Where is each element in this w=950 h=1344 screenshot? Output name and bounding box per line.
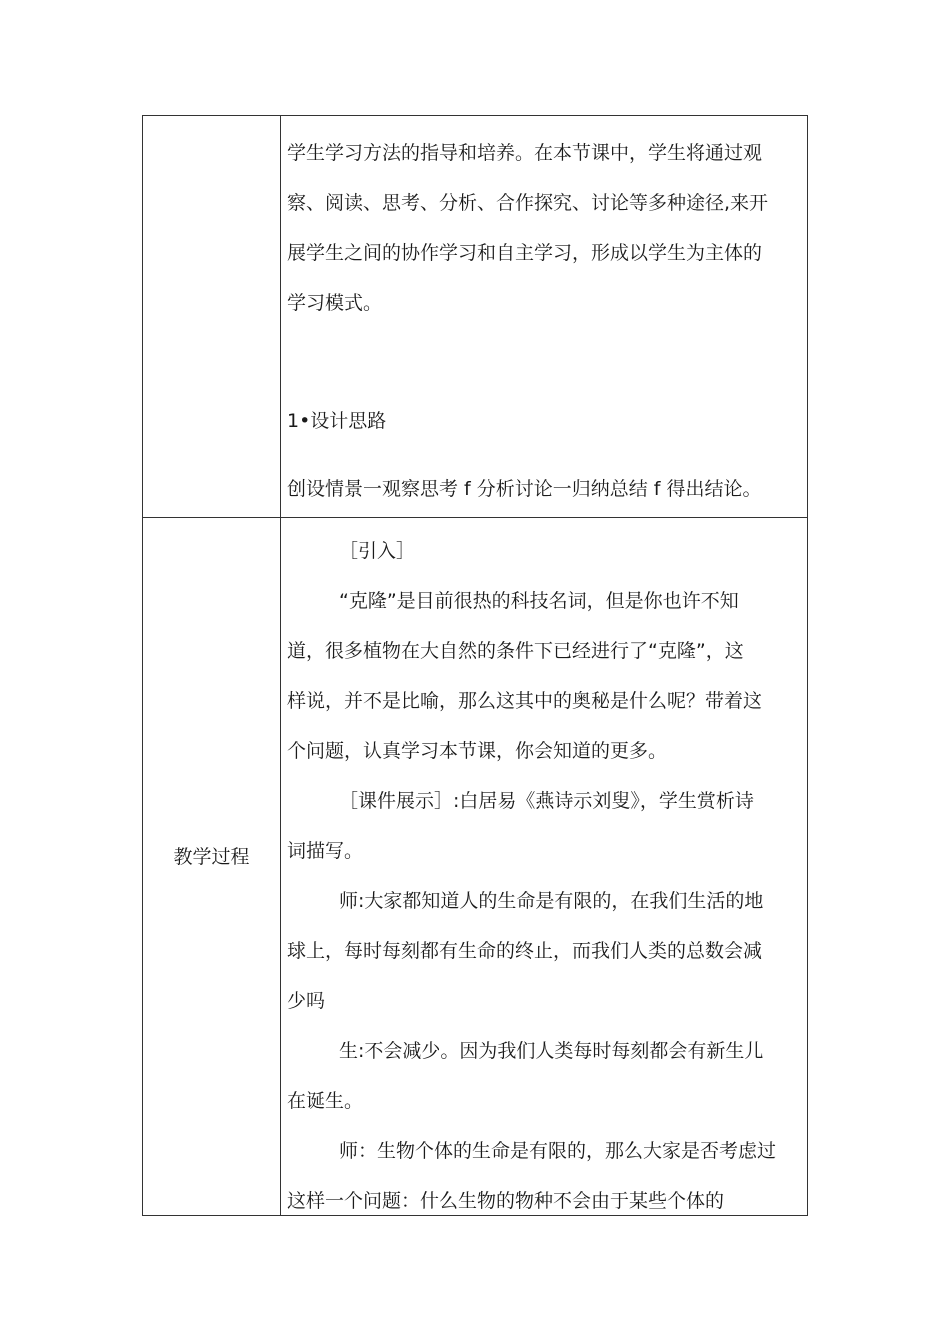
text-line: 师:大家都知道人的生命是有限的，在我们生活的地 [339,890,764,912]
text-line: 词描写。 [287,840,364,862]
text-line: 生:不会减少。因为我们人类每时每刻都会有新生儿 [339,1040,764,1062]
text-line: 这样一个问题：什么生物的物种不会由于某些个体的 [287,1190,725,1212]
row1-content [287,128,807,514]
text-line: 学生学习方法的指导和培养。在本节课中，学生将通过观 [287,142,763,164]
text-line: 学习模式。 [287,292,383,314]
text-line: 察、阅读、思考、分析、合作探究、讨论等多种途径,来开 [287,192,769,214]
design-flow: 创设情景一观察思考 f 分析讨论一归纳总结 f 得出结论。 [287,478,762,500]
text-line: 道，很多植物在大自然的条件下已经进行了“克隆”，这 [287,640,744,662]
text-line: 样说，并不是比喻，那么这其中的奥秘是什么呢？带着这 [287,690,763,712]
row-divider [143,517,807,518]
text-line: “克隆”是目前很热的科技名词，但是你也许不知 [339,590,739,612]
column-divider [280,116,281,1215]
text-line: 球上，每时每刻都有生命的终止，而我们人类的总数会减 [287,940,763,962]
row-label-teaching-process: 教学过程 [173,846,250,868]
text-line: 在诞生。 [287,1090,364,1112]
text-line: 个问题，认真学习本节课，你会知道的更多。 [287,740,668,762]
text-line: 少吗 [287,990,326,1012]
text-line: 师：生物个体的生命是有限的，那么大家是否考虑过 [339,1140,777,1162]
text-line: 展学生之间的协作学习和自主学习，形成以学生为主体的 [287,242,763,264]
section-heading: 1•设计思路 [287,410,387,432]
lesson-plan-table [142,115,808,1216]
row2-content [287,526,807,1226]
text-line: ［课件展示］:白居易《燕诗示刘叟》，学生赏析诗 [339,790,754,812]
intro-tag: ［引入］ [339,540,416,562]
